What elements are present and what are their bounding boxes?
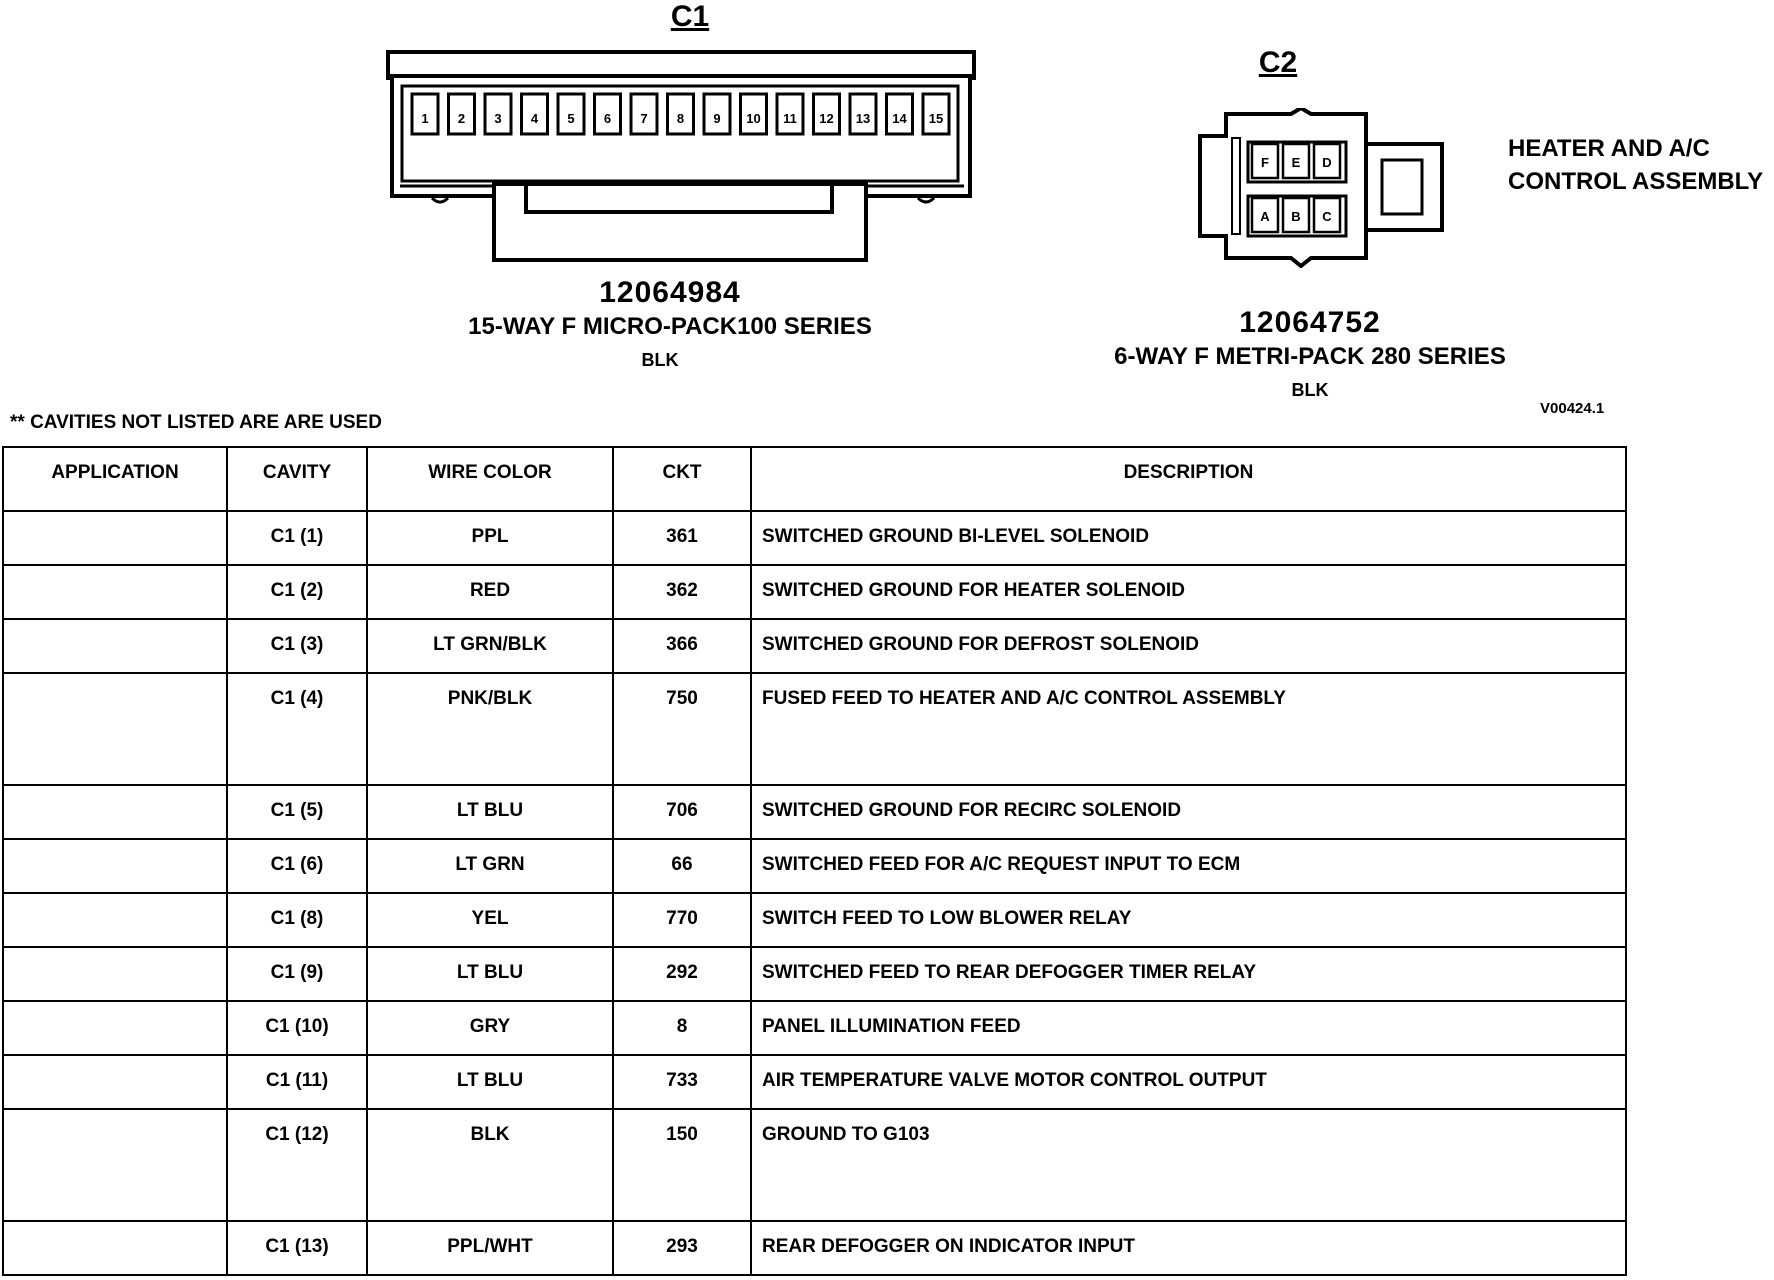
header-cavity: CAVITY bbox=[227, 447, 367, 511]
cell-cavity: C1 (4) bbox=[227, 673, 367, 785]
c2-pin-label: F bbox=[1261, 155, 1269, 170]
table-row bbox=[3, 839, 1626, 893]
c1-pin-label: 13 bbox=[855, 111, 871, 126]
c1-pin-label: 12 bbox=[819, 111, 834, 126]
cell-wire-color: GRY bbox=[367, 1001, 613, 1055]
assembly-title-line2: CONTROL ASSEMBLY bbox=[1508, 168, 1764, 195]
cell-wire-color: LT GRN bbox=[367, 839, 613, 893]
header-application: APPLICATION bbox=[3, 447, 227, 511]
cell-ckt: 66 bbox=[613, 839, 751, 893]
cell-description: GROUND TO G103 bbox=[751, 1109, 1626, 1221]
cell-cavity: C1 (11) bbox=[227, 1055, 367, 1109]
cell-application bbox=[3, 1055, 227, 1109]
cell-ckt: 770 bbox=[613, 893, 751, 947]
table-header-row bbox=[3, 447, 1626, 511]
cell-application bbox=[3, 839, 227, 893]
cell-ckt: 361 bbox=[613, 511, 751, 565]
cell-wire-color: PPL bbox=[367, 511, 613, 565]
c1-pin-array bbox=[412, 94, 949, 134]
table-row bbox=[3, 673, 1626, 785]
c2-color: BLK bbox=[1291, 380, 1329, 400]
cell-application bbox=[3, 947, 227, 1001]
cell-description: SWITCHED FEED FOR A/C REQUEST INPUT TO ECM bbox=[751, 839, 1626, 893]
c2-connector-drawing bbox=[1196, 108, 1446, 268]
figure-reference: V00424.1 bbox=[1540, 400, 1605, 417]
c2-pin-label: E bbox=[1291, 155, 1301, 170]
c2-pin-label: D bbox=[1322, 155, 1332, 170]
c2-label: C2 bbox=[1258, 46, 1298, 79]
c1-label: C1 bbox=[670, 0, 710, 33]
cavities-note: ** CAVITIES NOT LISTED ARE ARE USED bbox=[10, 412, 382, 433]
c1-pin-label: 3 bbox=[494, 111, 502, 126]
cell-ckt: 150 bbox=[613, 1109, 751, 1221]
c2-pin-label: B bbox=[1291, 209, 1301, 224]
c1-pin-label: 15 bbox=[928, 111, 944, 126]
cell-cavity: C1 (2) bbox=[227, 565, 367, 619]
c1-pin-label: 2 bbox=[457, 111, 466, 126]
c1-pin-label: 6 bbox=[603, 111, 612, 126]
cell-description: REAR DEFOGGER ON INDICATOR INPUT bbox=[751, 1221, 1626, 1275]
c1-pin-label: 4 bbox=[530, 111, 539, 126]
c1-pin-label: 8 bbox=[676, 111, 685, 126]
cell-ckt: 366 bbox=[613, 619, 751, 673]
c1-pin-label: 14 bbox=[892, 111, 907, 126]
c1-part-number: 12064984 bbox=[599, 276, 741, 309]
cell-wire-color: LT BLU bbox=[367, 1055, 613, 1109]
cell-ckt: 293 bbox=[613, 1221, 751, 1275]
header-ckt: CKT bbox=[613, 447, 751, 511]
cell-cavity: C1 (1) bbox=[227, 511, 367, 565]
cell-cavity: C1 (3) bbox=[227, 619, 367, 673]
cell-application bbox=[3, 565, 227, 619]
table-row bbox=[3, 511, 1626, 565]
cell-description: SWITCHED GROUND BI-LEVEL SOLENOID bbox=[751, 511, 1626, 565]
c1-pin-label: 5 bbox=[567, 111, 575, 126]
table-row bbox=[3, 565, 1626, 619]
table-row bbox=[3, 619, 1626, 673]
cell-description: FUSED FEED TO HEATER AND A/C CONTROL ASSEMBLY bbox=[751, 673, 1626, 785]
header-wire-color: WIRE COLOR bbox=[367, 447, 613, 511]
cell-ckt: 292 bbox=[613, 947, 751, 1001]
cell-wire-color: LT BLU bbox=[367, 947, 613, 1001]
cell-application bbox=[3, 619, 227, 673]
cell-wire-color: LT GRN/BLK bbox=[367, 619, 613, 673]
c1-description: 15-WAY F MICRO-PACK100 SERIES bbox=[468, 313, 872, 340]
cell-description: SWITCH FEED TO LOW BLOWER RELAY bbox=[751, 893, 1626, 947]
cell-description: PANEL ILLUMINATION FEED bbox=[751, 1001, 1626, 1055]
table-row bbox=[3, 1221, 1626, 1275]
cell-application bbox=[3, 785, 227, 839]
cell-cavity: C1 (10) bbox=[227, 1001, 367, 1055]
cell-application bbox=[3, 1001, 227, 1055]
c1-pin-label: 7 bbox=[640, 111, 648, 126]
cell-wire-color: PPL/WHT bbox=[367, 1221, 613, 1275]
table-row bbox=[3, 893, 1626, 947]
cell-wire-color: YEL bbox=[367, 893, 613, 947]
c2-description: 6-WAY F METRI-PACK 280 SERIES bbox=[1114, 343, 1506, 370]
cell-description: SWITCHED GROUND FOR RECIRC SOLENOID bbox=[751, 785, 1626, 839]
table-row bbox=[3, 947, 1626, 1001]
cell-application bbox=[3, 893, 227, 947]
assembly-title-line1: HEATER AND A/C bbox=[1508, 135, 1710, 162]
table-row bbox=[3, 1109, 1626, 1221]
cell-ckt: 733 bbox=[613, 1055, 751, 1109]
cell-description: SWITCHED FEED TO REAR DEFOGGER TIMER RELAY bbox=[751, 947, 1626, 1001]
c1-pin-label: 10 bbox=[746, 111, 761, 126]
c2-pin-label: C bbox=[1322, 209, 1332, 224]
c1-color: BLK bbox=[641, 350, 679, 370]
cell-application bbox=[3, 1221, 227, 1275]
table-row bbox=[3, 1001, 1626, 1055]
c2-pin-label: A bbox=[1260, 209, 1270, 224]
cell-application bbox=[3, 511, 227, 565]
cell-wire-color: PNK/BLK bbox=[367, 673, 613, 785]
c1-lower-housing bbox=[492, 182, 868, 262]
cell-description: SWITCHED GROUND FOR HEATER SOLENOID bbox=[751, 565, 1626, 619]
cell-cavity: C1 (9) bbox=[227, 947, 367, 1001]
cell-description: AIR TEMPERATURE VALVE MOTOR CONTROL OUTPUT bbox=[751, 1055, 1626, 1109]
table-row bbox=[3, 1055, 1626, 1109]
c1-pin-label: 1 bbox=[421, 111, 429, 126]
cell-ckt: 362 bbox=[613, 565, 751, 619]
cell-ckt: 8 bbox=[613, 1001, 751, 1055]
cell-wire-color: LT BLU bbox=[367, 785, 613, 839]
cell-cavity: C1 (13) bbox=[227, 1221, 367, 1275]
cell-ckt: 750 bbox=[613, 673, 751, 785]
cell-description: SWITCHED GROUND FOR DEFROST SOLENOID bbox=[751, 619, 1626, 673]
c1-pin-label: 9 bbox=[713, 111, 721, 126]
cell-wire-color: BLK bbox=[367, 1109, 613, 1221]
cavity-table bbox=[2, 446, 1627, 1276]
c1-pin-label: 11 bbox=[783, 111, 797, 126]
cell-cavity: C1 (12) bbox=[227, 1109, 367, 1221]
header-description: DESCRIPTION bbox=[751, 447, 1626, 511]
cell-cavity: C1 (6) bbox=[227, 839, 367, 893]
cell-cavity: C1 (8) bbox=[227, 893, 367, 947]
cell-application bbox=[3, 1109, 227, 1221]
cell-ckt: 706 bbox=[613, 785, 751, 839]
cell-application bbox=[3, 673, 227, 785]
table-row bbox=[3, 785, 1626, 839]
cell-wire-color: RED bbox=[367, 565, 613, 619]
cell-cavity: C1 (5) bbox=[227, 785, 367, 839]
c2-part-number: 12064752 bbox=[1239, 306, 1381, 339]
